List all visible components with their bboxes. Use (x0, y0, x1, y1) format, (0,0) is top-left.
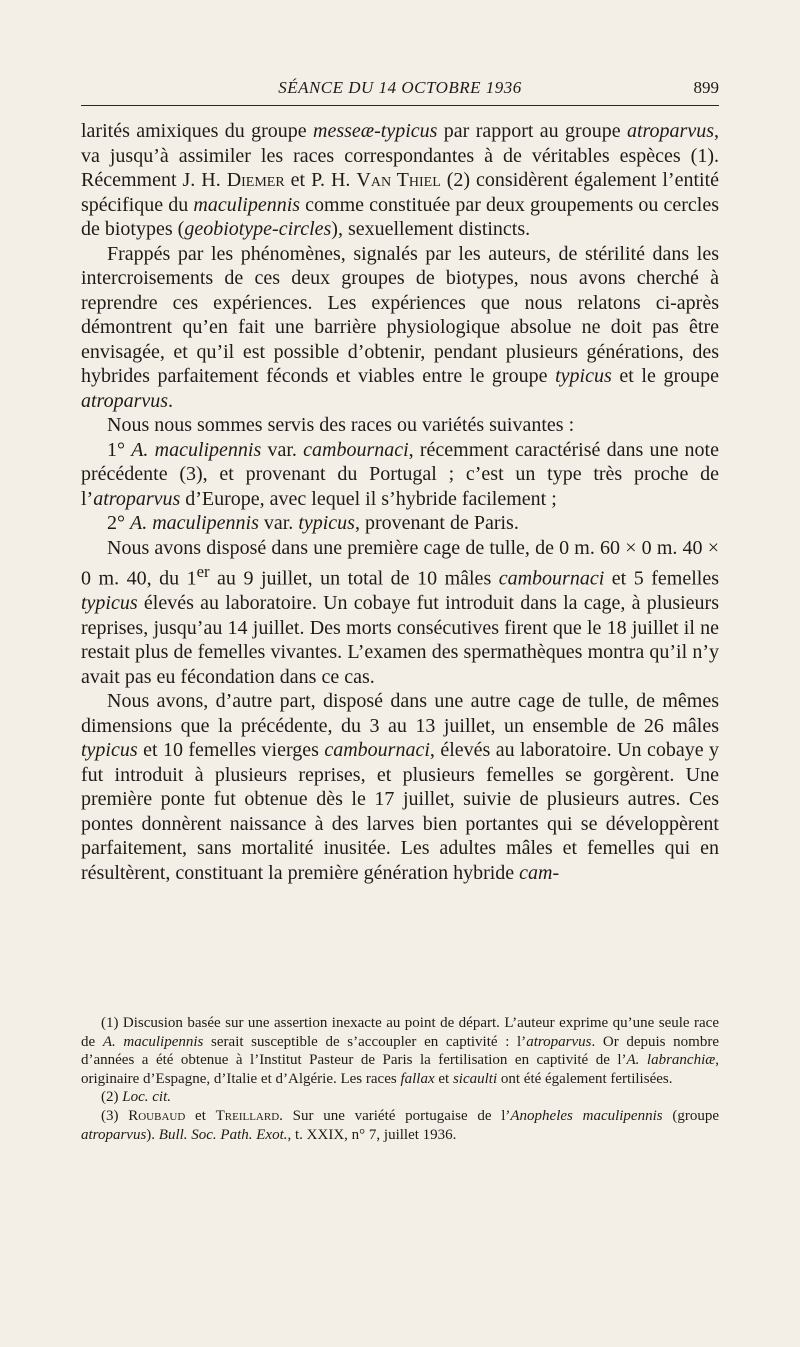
text-run: , va jusqu’à assimiler les races correspondantes à de véritables espèces (1). Récemment J. H. (81, 120, 719, 191)
taxon-name: atroparvus (81, 1126, 147, 1143)
taxon-name: fallax (400, 1070, 435, 1087)
text-run: et (434, 1070, 453, 1087)
text-run: . (168, 389, 174, 412)
text-run: (2) (101, 1089, 123, 1106)
taxon-name: atroparvus (93, 487, 181, 510)
taxon-name: typicus (555, 365, 612, 387)
text-run: Nous avons disposé dans une première cage de tulle, de 0 m. 60 × 0 m. 40 × 0 m. 40, du 1 (81, 536, 719, 590)
text-run: ). (146, 1126, 159, 1143)
text-run: au 9 juillet, un total de 10 mâles (209, 567, 499, 590)
paragraph-2 (81, 242, 719, 414)
footnote-2 (81, 1088, 719, 1107)
text-run: d’Europe, avec lequel il s’hybride facilement ; (180, 487, 557, 510)
taxon-name: typicus (81, 739, 138, 762)
text-run: par rapport au groupe (437, 120, 627, 142)
text-run: . Sur une variété portugaise de l’ (279, 1107, 511, 1124)
text-run: (groupe (662, 1107, 719, 1124)
author-name: Treillard (215, 1107, 280, 1124)
text-run: et 5 femelles (604, 567, 719, 590)
paragraph-5 (81, 511, 719, 536)
taxon-name: A. maculipennis (131, 438, 262, 461)
paragraph-7 (81, 689, 719, 885)
taxon-name: sicaulti (452, 1070, 498, 1087)
footnote-1 (81, 1014, 719, 1088)
author-name: Van Thiel (356, 169, 441, 191)
term-italic: geobiotype-circles (184, 218, 332, 240)
text-run: élevés au laboratoire. Un cobaye fut introduit dans la cage, à plusieurs reprises, jusqu’au 14 juillet. Des morts consécutives firent que le 18 juillet il ne restait plus de femelles vivantes. L’examen des spermathèques montra qu’il n’y avait pas eu fécondation dans ce cas. (81, 592, 719, 688)
taxon-name: cam- (519, 861, 560, 884)
author-name: Diemer (226, 169, 285, 191)
text-run: , récemment caractérisé dans une note précédente (3), et provenant du Portugal ; c’est un type très proche de l’ (81, 438, 719, 510)
taxon-name: messeæ-typicus (313, 120, 438, 142)
text-run: ont été également fertilisées. (497, 1070, 673, 1087)
text-run: (1) Discusion basée sur une assertion inexacte au point de départ. L’auteur exprime qu’une seule race de (81, 1015, 719, 1050)
page-number: 899 (693, 78, 719, 97)
taxon-name: typicus (81, 592, 138, 615)
citation-italic: Loc. cit. (122, 1089, 171, 1106)
paragraph-1 (81, 119, 719, 242)
paragraph-4 (81, 438, 719, 512)
text-run: larités amixiques du groupe (81, 120, 314, 142)
superscript: er (196, 562, 210, 581)
paragraph-3 (81, 413, 719, 438)
running-head: SÉANCE DU 14 OCTOBRE 1936 (278, 78, 522, 97)
text-run: et 10 femelles vierges (137, 739, 325, 762)
taxon-name: A. maculipennis (102, 1033, 204, 1050)
page-header (81, 76, 719, 102)
text-run: et P. H. (284, 169, 357, 191)
text-run: 2° (107, 512, 130, 534)
text-run: , provenant de Paris. (354, 512, 519, 534)
text-run: (2) considèrent également l’entité spécifique du (81, 169, 719, 216)
text-run: , originaire d’Espagne, d’Italie et d’Algérie. Les races (81, 1052, 720, 1087)
text-run: . Or depuis nombre d’années a été obtenue à l’Institut Pasteur de Paris la fertilisation en captivité de l’ (81, 1033, 719, 1069)
text-run: Nous avons, d’autre part, disposé dans une autre cage de tulle, de mêmes dimensions que la précédente, du 3 au 13 juillet, un ensemble de 26 mâles (81, 690, 719, 737)
taxon-name: typicus (298, 512, 355, 534)
text-run: , élevés au laboratoire. Un cobaye y fut introduit à plusieurs reprises, et plusieurs femelles se gorgèrent. Une première ponte fut obtenue dès le 17 juillet, suivie de plusieurs autres. Ces pontes donnèrent naissance à des larves bien portantes qui se développèrent parfaitement, sans mortalité inusitée. Les adultes mâles et femelles qui en résultèrent, constituant la première génération hybride (81, 739, 719, 884)
text-run: var. (258, 512, 299, 534)
taxon-name: A. labranchiæ (626, 1052, 716, 1069)
text-run: serait susceptible de s’accoupler en captivité : l’ (203, 1033, 527, 1050)
text-run: et le groupe (611, 365, 720, 387)
text-run: et (185, 1107, 216, 1124)
taxon-name: maculipennis (193, 193, 301, 216)
taxon-name: Anopheles maculipennis (510, 1107, 663, 1124)
text-run: Frappés par les phénomènes, signalés par les auteurs, de stérilité dans les intercroisements de ces deux groupes de biotypes, nous avons cherché à reprendre ces expériences. Les expériences que nous relatons ci-après démontrent qu’en fait une barrière physiologique absolue ne doit pas être envisagée, et qu’il est possible d’obtenir, pendant plusieurs générations, des hybrides parfaitement féconds et viables entre le groupe (81, 242, 719, 387)
text-run: , t. XXIX, n° 7, juillet 1936. (287, 1126, 457, 1143)
text-run: (3) (101, 1107, 129, 1124)
footnotes (81, 1014, 719, 1144)
taxon-name: cambournaci (303, 438, 409, 461)
text-run: 1° (107, 438, 132, 461)
author-name: Roubaud (128, 1107, 186, 1124)
text-run: var. (261, 438, 304, 461)
taxon-name: A. maculipennis (130, 512, 259, 534)
taxon-name: cambournaci (324, 739, 430, 762)
header-rule (81, 105, 719, 106)
text-run: comme constituée par deux groupements ou cercles de biotypes ( (81, 193, 719, 240)
taxon-name: atroparvus (526, 1033, 592, 1050)
taxon-name: atroparvus (81, 389, 169, 412)
journal-title: Bull. Soc. Path. Exot. (158, 1126, 288, 1143)
footnote-3 (81, 1107, 719, 1144)
taxon-name: cambournaci (498, 567, 605, 590)
text-run: ), sexuellement distincts. (331, 218, 531, 240)
text-run: Nous nous sommes servis des races ou variétés suivantes : (107, 414, 575, 436)
paragraph-6 (81, 536, 719, 690)
taxon-name: atroparvus (626, 120, 714, 142)
main-text (81, 119, 719, 885)
